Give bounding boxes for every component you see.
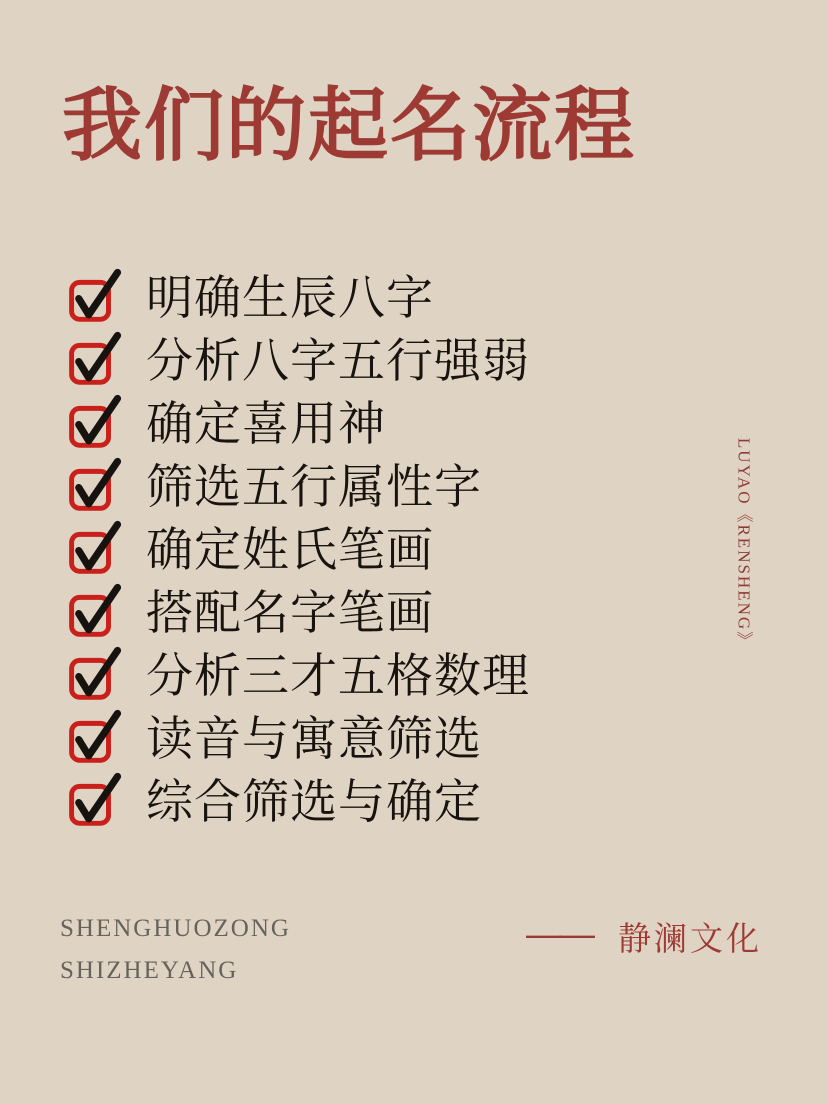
signature-dash: —— (526, 912, 592, 954)
checked-checkbox-icon (68, 583, 122, 637)
checked-checkbox-icon (68, 331, 122, 385)
checked-checkbox-icon (68, 457, 122, 511)
checked-checkbox-icon (68, 646, 122, 700)
page-title: 我们的起名流程 (62, 81, 636, 170)
checklist-item-label: 筛选五行属性字 (146, 460, 482, 513)
checked-checkbox-icon (68, 268, 122, 322)
checklist-item (68, 578, 530, 641)
checklist-item-label: 分析八字五行强弱 (146, 334, 530, 387)
checked-checkbox-icon (68, 394, 122, 448)
checklist-item (68, 704, 530, 767)
checklist-item-label: 搭配名字笔画 (146, 586, 434, 639)
checklist-item (68, 452, 530, 515)
checked-checkbox-icon (68, 772, 122, 826)
side-vertical-watermark: LUYAO《RENSHENG》 (734, 437, 754, 651)
checked-checkbox-icon (68, 709, 122, 763)
checklist-item-label: 确定姓氏笔画 (146, 523, 434, 576)
checklist-item-label: 分析三才五格数理 (146, 649, 530, 702)
checklist-item (68, 389, 530, 452)
checklist-item-label: 读音与寓意筛选 (146, 712, 482, 765)
checklist (68, 263, 530, 830)
checklist-item-label: 综合筛选与确定 (146, 775, 482, 828)
brand-name: 静澜文化 (618, 920, 762, 957)
checklist-item (68, 767, 530, 830)
footer-watermark-line2: SHIZHEYANG (60, 957, 239, 984)
checklist-item-label: 明确生辰八字 (146, 271, 434, 324)
checklist-item (68, 515, 530, 578)
footer-signature (526, 913, 762, 960)
footer-watermark-line1: SHENGHUOZONG (60, 915, 291, 942)
checklist-item (68, 641, 530, 704)
footer-watermark (60, 908, 291, 992)
checked-checkbox-icon (68, 520, 122, 574)
checklist-item-label: 确定喜用神 (146, 397, 386, 450)
checklist-item (68, 326, 530, 389)
checklist-item (68, 263, 530, 326)
